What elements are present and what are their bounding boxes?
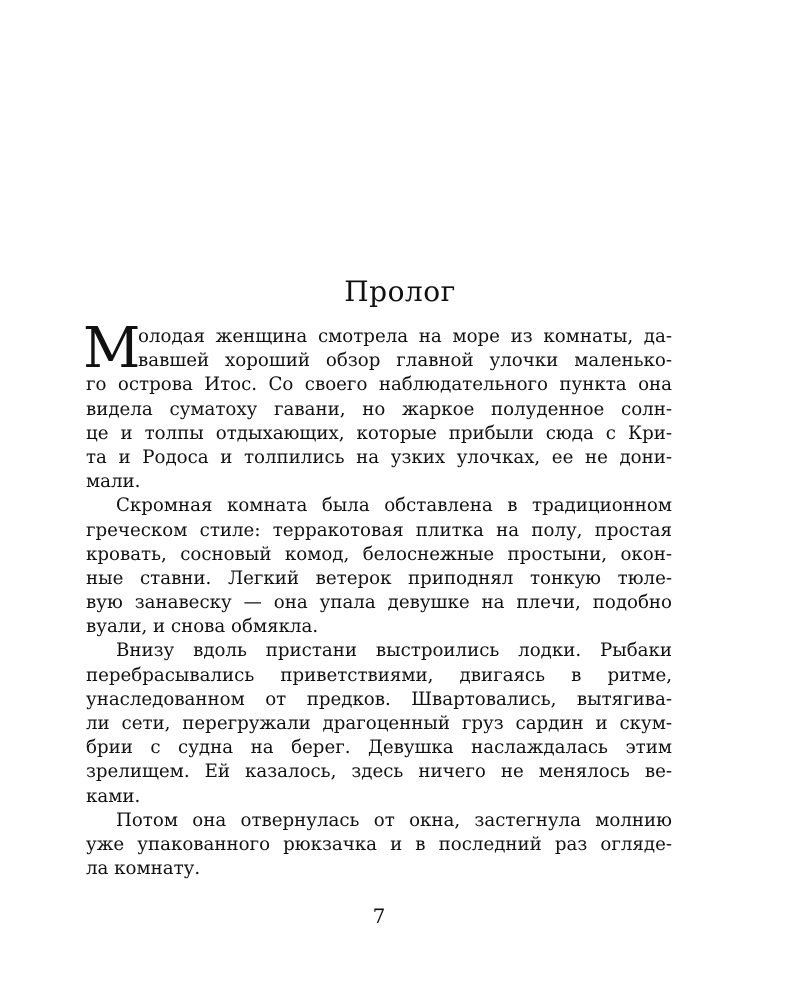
text-line: кровать, сосновый комод, белоснежные простыни, окон- xyxy=(86,543,672,565)
text-line: вавшей хороший обзор главной улочки маленько- xyxy=(138,350,672,372)
text-line: брии с судна на берег. Девушка наслаждалась этим xyxy=(86,737,672,759)
text-line: видела суматоху гавани, но жаркое полуденное солн- xyxy=(86,398,672,420)
text-line: Внизу вдоль пристани выстроились лодки. Рыбаки xyxy=(116,640,672,662)
text-line: та и Родоса и толпились на узких улочках, ее не дони- xyxy=(86,446,672,468)
text-line: вуали, и снова обмякла. xyxy=(86,616,319,638)
text-line: унаследованном от предков. Швартовались, вытягива- xyxy=(86,688,672,710)
drop-cap: М xyxy=(83,316,141,381)
text-line: олодая женщина смотрела на море из комнаты, да- xyxy=(138,326,672,347)
text-line: ные ставни. Легкий ветерок приподнял тонкую тюле- xyxy=(86,567,672,589)
text-line: вую занавеску — она упала девушке на плечи, подобно xyxy=(86,592,672,614)
page-number: 7 xyxy=(372,904,386,928)
body-text xyxy=(83,316,672,881)
text-line: Скромная комната была обставлена в традиционном xyxy=(116,495,672,517)
text-line: зрелищем. Ей казалось, здесь ничего не менялось ве- xyxy=(86,761,672,783)
text-line: ли сети, перегружали драгоценный груз сардин и скум- xyxy=(86,713,672,734)
text-line: це и толпы отдыхающих, которые прибыли сюда с Кри- xyxy=(86,422,672,444)
text-line: перебрасывались приветствиями, двигаясь в ритме, xyxy=(86,664,672,686)
text-line: Потом она отвернулась от окна, застегнула молнию xyxy=(116,809,672,831)
text-line: ками. xyxy=(86,785,141,807)
text-line: мали. xyxy=(86,471,141,493)
text-line: греческом стиле: терракотовая плитка на полу, простая xyxy=(86,519,672,541)
text-line: уже упакованного рюкзачка и в последний раз огляде- xyxy=(86,833,672,855)
chapter-title: Пролог xyxy=(344,275,456,308)
text-line: го острова Итос. Со своего наблюдательного пункта она xyxy=(86,374,672,396)
text-line: ла комнату. xyxy=(86,858,201,880)
